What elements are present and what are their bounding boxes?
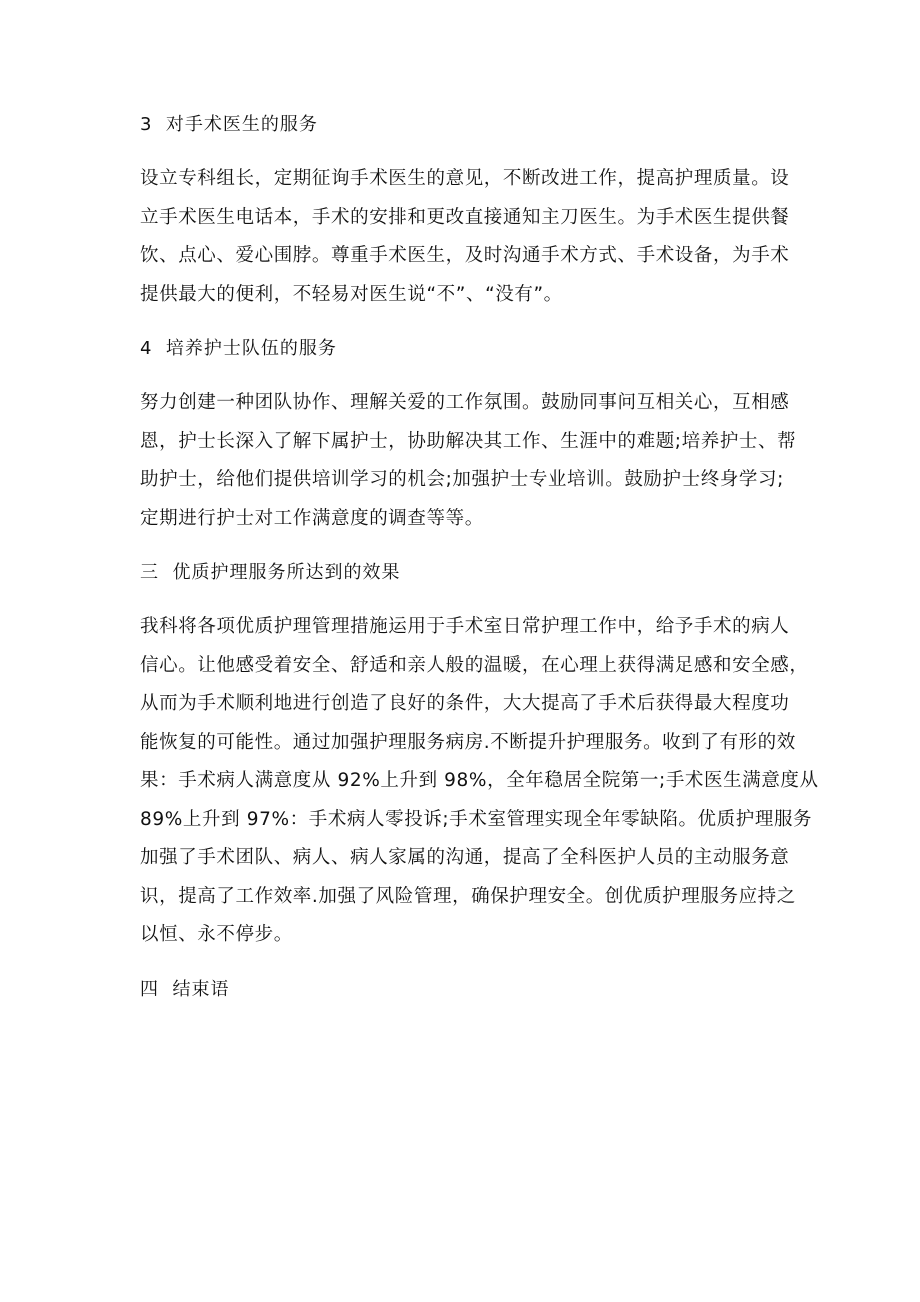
paragraph-line: 恩，护士长深入了解下属护士，协助解决其工作、生涯中的难题;培养护士、帮 xyxy=(140,430,797,452)
paragraph-line: 加强了手术团队、病人、病人家属的沟通，提高了全科医护人员的主动服务意 xyxy=(140,847,790,868)
section-paragraph xyxy=(140,160,790,314)
paragraph-line: 我科将各项优质护理管理措施运用于手术室日常护理工作中，给予手术的病人 xyxy=(140,616,790,637)
paragraph-line: 89%上升到 97%：手术病人零投诉;手术室管理实现全年零缺陷。优质护理服务 xyxy=(140,808,813,830)
section-heading: 三 优质护理服务所达到的效果 xyxy=(140,562,401,583)
section-paragraph xyxy=(140,608,819,955)
section-paragraph xyxy=(140,384,797,538)
section-heading: 3 对手术医生的服务 xyxy=(140,114,318,135)
paragraph-line: 努力创建一种团队协作、理解关爱的工作氛围。鼓励同事问互相关心，互相感 xyxy=(140,392,790,413)
paragraph-line: 定期进行护士对工作满意度的调查等等。 xyxy=(140,507,484,529)
paragraph-line: 果：手术病人满意度从 92%上升到 98%，全年稳居全院第一;手术医生满意度从 xyxy=(140,770,819,791)
paragraph-line: 设立专科组长，定期征询手术医生的意见，不断改进工作，提高护理质量。设 xyxy=(140,168,790,189)
document-body xyxy=(140,108,819,1025)
paragraph-line: 以恒、永不停步。 xyxy=(140,924,293,945)
section-heading: 四 结束语 xyxy=(140,978,230,1000)
paragraph-line: 饮、点心、爱心围脖。尊重手术医生，及时沟通手术方式、手术设备，为手术 xyxy=(140,245,790,266)
paragraph-line: 助护士，给他们提供培训学习的机会;加强护士专业培训。鼓励护士终身学习; xyxy=(140,469,784,490)
paragraph-line: 从而为手术顺利地进行创造了良好的条件，大大提高了手术后获得最大程度功 xyxy=(140,693,790,714)
paragraph-line: 提供最大的便利，不轻易对医生说“不”、“没有”。 xyxy=(140,283,563,305)
paragraph-line: 能恢复的可能性。通过加强护理服务病房.不断提升护理服务。收到了有形的效 xyxy=(140,731,796,753)
section-heading: 4 培养护士队伍的服务 xyxy=(140,338,337,359)
paragraph-line: 识，提高了工作效率.加强了风险管理，确保护理安全。创优质护理服务应持之 xyxy=(140,885,796,907)
paragraph-line: 信心。让他感受着安全、舒适和亲人般的温暖，在心理上获得满足感和安全感， xyxy=(140,654,809,676)
paragraph-line: 立手术医生电话本，手术的安排和更改直接通知主刀医生。为手术医生提供餐 xyxy=(140,206,790,228)
